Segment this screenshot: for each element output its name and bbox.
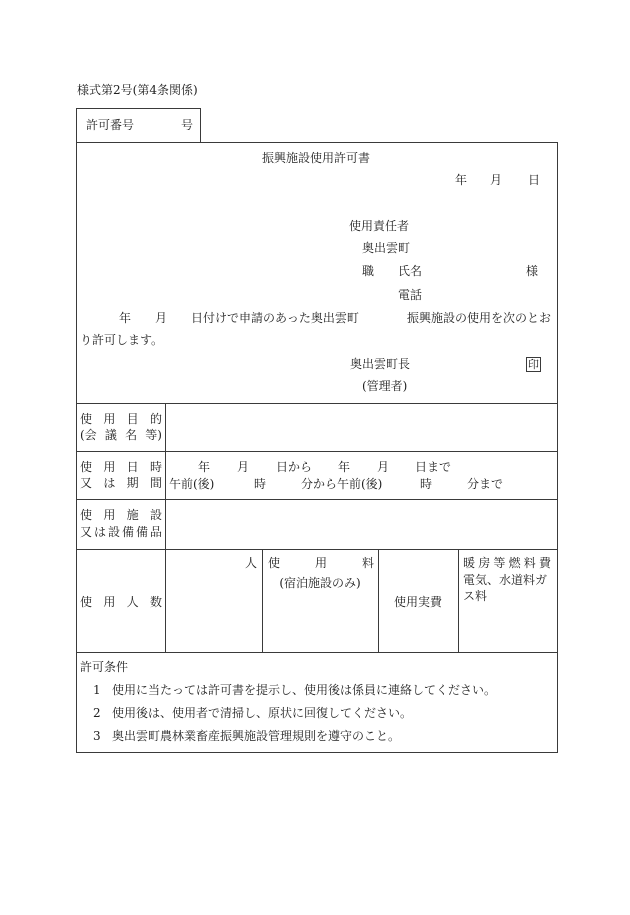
label-glyph: 房	[478, 556, 491, 570]
label-glyph: 使	[80, 508, 93, 522]
label-glyph: 費	[538, 556, 551, 570]
statement-year: 年	[119, 311, 132, 325]
condition-number: 3	[93, 729, 101, 743]
statement-facility-clause: 振興施設の使用を次のとお	[407, 311, 552, 325]
label-glyph: 間	[149, 476, 162, 490]
period-start-year: 年	[198, 460, 211, 474]
label-glyph: 用	[103, 508, 116, 522]
addressee-position-label: 職	[362, 264, 375, 278]
permit-table-frame	[76, 142, 558, 753]
row-divider	[76, 652, 558, 653]
label-glyph: 議	[104, 428, 117, 442]
label-glyph: は	[103, 476, 116, 490]
period-start-day: 日から	[276, 460, 313, 474]
label-glyph: 施	[126, 508, 139, 522]
label-glyph: 備	[135, 525, 148, 539]
label-glyph: 使	[80, 412, 93, 426]
actual-cost-label: 使用実費	[393, 595, 442, 609]
issue-date-year: 年	[455, 173, 468, 187]
purpose-label	[80, 412, 162, 426]
permit-number-suffix: 号	[181, 118, 194, 132]
fee-label	[268, 556, 374, 570]
certificate-title: 振興施設使用許可書	[262, 151, 371, 165]
label-glyph: 目	[126, 412, 139, 426]
statement-closing: り許可します。	[80, 333, 164, 347]
label-glyph: 料	[361, 556, 374, 570]
label-glyph: 又	[80, 525, 93, 539]
label-glyph: 等	[493, 556, 506, 570]
utilities-detail: 電気、水道料ガス料	[463, 573, 548, 603]
period-end-year: 年	[338, 460, 351, 474]
label-glyph: 名	[125, 428, 138, 442]
label-glyph: 用	[103, 412, 116, 426]
label-glyph: 用	[103, 595, 116, 609]
permit-number-label: 許可番号	[86, 118, 135, 132]
statement-day-clause: 日付けで申請のあった奥出雲町	[191, 311, 359, 325]
label-glyph: 使	[268, 556, 281, 570]
period-label	[80, 460, 162, 474]
label-glyph: は	[93, 525, 106, 539]
label-glyph: 暖	[463, 556, 476, 570]
label-glyph: 設	[149, 508, 162, 522]
form-number-label: 様式第2号(第4条関係)	[77, 83, 198, 97]
condition-number: 2	[93, 706, 101, 720]
period-end-minute: 分まで	[467, 477, 504, 491]
seal-mark: 印	[528, 358, 539, 371]
fee-note: (宿泊施設のみ)	[279, 576, 361, 590]
addressee-organization: 奥出雲町	[362, 241, 411, 255]
headcount-label	[80, 595, 162, 609]
label-glyph: 料	[523, 556, 536, 570]
condition-number: 1	[93, 683, 101, 697]
condition-text: 使用に当たっては許可書を提示し、使用後は係員に連絡してください。	[112, 683, 497, 697]
label-glyph: 等)	[145, 428, 162, 442]
label-glyph: 設	[107, 525, 120, 539]
label-glyph: 備	[121, 525, 134, 539]
cell-divider	[262, 549, 263, 652]
utilities-heading	[463, 556, 551, 570]
period-start-minute: 分から午前(後)	[301, 477, 383, 491]
label-glyph: 用	[314, 556, 327, 570]
facility-sublabel	[80, 525, 162, 539]
issue-date-month: 月	[490, 173, 503, 187]
facility-label	[80, 508, 162, 522]
label-glyph: 人	[126, 595, 139, 609]
issuer-title: 奥出雲町長	[350, 357, 411, 371]
row-divider	[76, 451, 558, 452]
label-glyph: 用	[103, 460, 116, 474]
issuer-role-note: (管理者)	[362, 379, 408, 393]
label-glyph: 的	[149, 412, 162, 426]
period-end-month: 月	[377, 460, 390, 474]
statement-month: 月	[155, 311, 168, 325]
addressee-honorific: 様	[526, 264, 539, 278]
label-glyph: 燃	[508, 556, 521, 570]
addressee-phone-label: 電話	[398, 288, 423, 302]
period-end-day: 日まで	[415, 460, 452, 474]
cell-divider	[458, 549, 459, 652]
label-glyph: (会	[80, 428, 97, 442]
period-start-month: 月	[237, 460, 250, 474]
label-glyph: 使	[80, 460, 93, 474]
period-end-hour: 時	[420, 477, 433, 491]
row-divider	[76, 403, 558, 404]
row-divider	[76, 549, 558, 550]
label-glyph: 数	[149, 595, 162, 609]
condition-text: 使用後は、使用者で清掃し、原状に回復してください。	[112, 706, 413, 720]
label-glyph: 使	[80, 595, 93, 609]
label-glyph: 又	[80, 476, 93, 490]
label-glyph: 期	[126, 476, 139, 490]
purpose-sublabel	[80, 428, 162, 442]
label-glyph: 品	[149, 525, 162, 539]
label-glyph: 時	[149, 460, 162, 474]
addressee-name-label: 氏名	[398, 264, 423, 278]
row-divider	[76, 499, 558, 500]
addressee-role: 使用責任者	[349, 219, 410, 233]
period-sublabel	[80, 476, 162, 490]
period-start-hour: 時	[254, 477, 267, 491]
headcount-unit: 人	[245, 556, 258, 570]
issue-date-day: 日	[528, 173, 541, 187]
period-start-ampm: 午前(後)	[169, 477, 215, 491]
condition-text: 奥出雲町農林業畜産振興施設管理規則を遵守のこと。	[112, 729, 401, 743]
conditions-title: 許可条件	[80, 660, 129, 674]
label-glyph: 日	[126, 460, 139, 474]
label-column-divider	[165, 403, 166, 652]
